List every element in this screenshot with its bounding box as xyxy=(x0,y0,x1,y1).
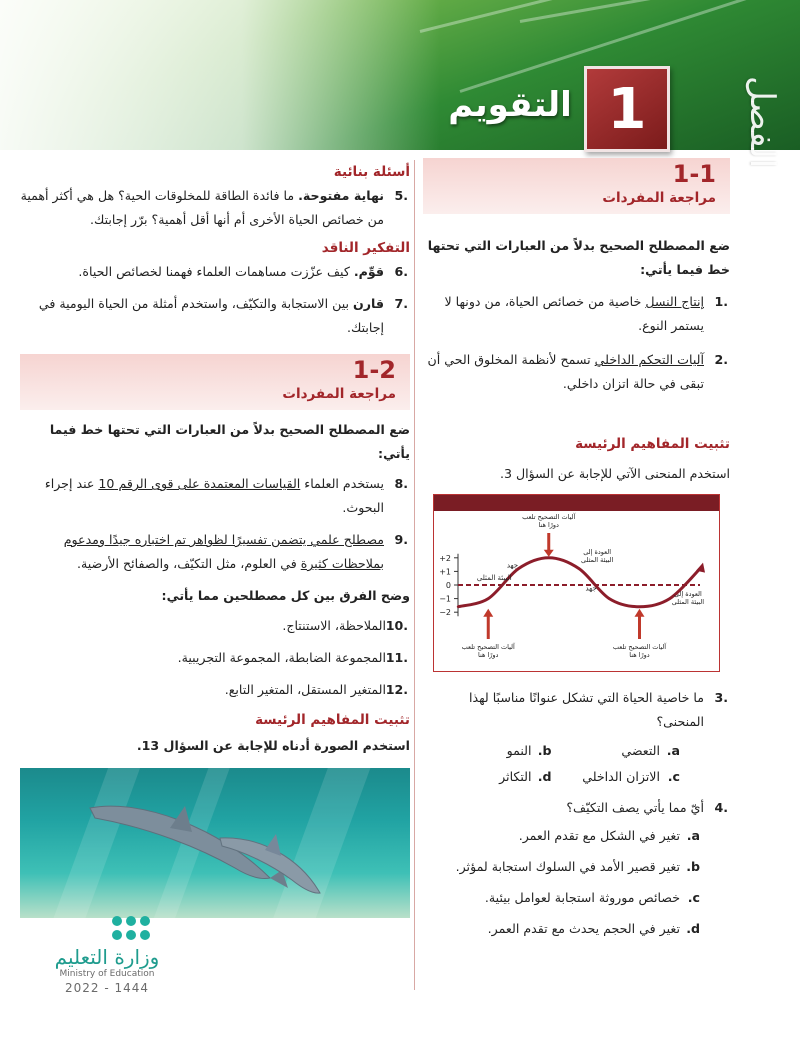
question-number: 7. xyxy=(394,296,408,311)
annotation-return-right: العودة إلى xyxy=(583,547,612,556)
question-text-post: عند إجراء البحوث. xyxy=(44,476,384,515)
question-label: قوِّم. xyxy=(353,264,384,279)
y-tick-label: −1 xyxy=(439,594,451,604)
question-5 xyxy=(20,184,410,232)
option-text: الاتزان الداخلي xyxy=(582,769,660,784)
annotation-feedback-top: آليات التصحيح تلعب xyxy=(522,513,576,521)
question-text: بين الاستجابة والتكيّف، واستخدم أمثلة من الحياة اليومية في إجابتك. xyxy=(38,296,384,335)
chapter-title: التقويم xyxy=(448,85,572,125)
option-a[interactable] xyxy=(423,820,730,851)
arrow-up-icon xyxy=(483,609,493,617)
section-header-1-1 xyxy=(423,158,730,214)
question-4 xyxy=(423,796,730,820)
annotation-ideal-left: البيئة المثلى xyxy=(476,574,512,583)
question-number: 9. xyxy=(394,532,408,547)
dolphins-illustration xyxy=(20,768,410,918)
section-number: 1-2 xyxy=(352,356,396,384)
question-label: قارن xyxy=(353,296,384,311)
question-8 xyxy=(20,472,410,520)
option-letter: a. xyxy=(686,828,700,843)
data-point xyxy=(699,567,701,569)
question-text: المتغير المستقل، المتغير التابع. xyxy=(224,682,386,697)
ministry-logo xyxy=(52,916,162,1046)
option-letter: a. xyxy=(666,743,680,758)
data-point xyxy=(548,557,550,559)
annotation-feedback-bottom-right: دورًا هنا xyxy=(629,651,650,659)
chart-plot xyxy=(434,511,721,671)
option-d[interactable] xyxy=(423,764,552,790)
difference-instruction: وضح الفرق بين كل مصطلحين مما يأتي: xyxy=(161,588,410,603)
question-number: 1. xyxy=(714,294,728,309)
annotation-return-far: البيئة المثلى xyxy=(671,597,705,606)
question-7 xyxy=(20,292,410,340)
logo-dots-icon xyxy=(112,916,162,940)
option-letter: b. xyxy=(537,743,552,758)
question-11 xyxy=(20,646,410,670)
option-text: التعضي xyxy=(621,743,660,758)
question-number: 11. xyxy=(385,650,408,665)
question-3-options xyxy=(423,738,730,790)
right-column xyxy=(423,158,730,944)
key-concepts-heading: تثبيت المفاهيم الرئيسة xyxy=(255,712,410,728)
option-text: تغير في الشكل مع تقدم العمر. xyxy=(518,828,680,843)
option-letter: b. xyxy=(686,859,700,874)
underlined-term: إنتاج النسل xyxy=(645,294,704,309)
instruction: ضع المصطلح الصحيح بدلاً من العبارات التي تحتها خط فيما يأتي: xyxy=(427,238,730,277)
option-text: التكاثر xyxy=(499,769,532,784)
column-divider xyxy=(414,160,415,990)
question-text: ما فائدة الطاقة للمخلوقات الحية؟ هل هي أكثر أهمية من خصائص الحياة الأخرى أم أنها أقل أهمية؟ برّر إجابتك. xyxy=(20,188,384,227)
question-number: 5. xyxy=(394,188,408,203)
annotation-return-right: البيئة المثلى xyxy=(581,555,614,564)
homeostasis-chart xyxy=(433,494,720,672)
annotation-feedback-bottom-left: آليات التصحيح تلعب xyxy=(461,643,515,651)
question-6 xyxy=(20,260,410,284)
annotation-return-far: العودة إلى xyxy=(673,589,702,598)
option-b[interactable] xyxy=(423,738,552,764)
question-text: كيف عزّزت مساهمات العلماء فهمنا لخصائص الحياة. xyxy=(78,264,354,279)
question-text: ما خاصية الحياة التي تشكل عنوانًا مناسبًا لهذا المنحنى؟ xyxy=(468,690,704,729)
option-letter: d. xyxy=(686,921,700,936)
homeostasis-curve xyxy=(458,555,700,607)
y-tick-label: 0 xyxy=(445,581,451,590)
photo-intro: استخدم الصورة أدناه للإجابة عن السؤال 13. xyxy=(136,738,410,753)
key-concepts-heading: تثبيت المفاهيم الرئيسة xyxy=(575,436,730,452)
critical-thinking-heading: التفكير الناقد xyxy=(321,240,410,256)
chapter-number-badge xyxy=(584,66,670,152)
annotation-effort-mid: جهد xyxy=(585,584,597,593)
annotation-feedback-bottom-left: دورًا هنا xyxy=(478,651,499,659)
data-point xyxy=(457,606,459,608)
question-number: 10. xyxy=(385,618,408,633)
data-point xyxy=(638,606,640,608)
question-number: 3. xyxy=(714,690,728,705)
section-number: 1-1 xyxy=(672,160,716,188)
question-text: خاصية من خصائص الحياة، من دونها لا يستمر النوع. xyxy=(444,294,704,333)
dolphins-photo xyxy=(20,768,410,918)
question-4-options xyxy=(423,820,730,944)
question-9 xyxy=(20,528,410,576)
y-tick-label: +1 xyxy=(439,567,451,577)
ministry-year: 2022 - 1444 xyxy=(64,981,150,995)
y-tick-label: +2 xyxy=(439,553,451,563)
chapter-word: الفصل xyxy=(742,75,782,169)
option-letter: d. xyxy=(537,769,552,784)
instruction: ضع المصطلح الصحيح بدلاً من العبارات التي تحتها خط فيما يأتي: xyxy=(49,422,410,461)
question-2 xyxy=(423,348,730,396)
y-tick-label: −2 xyxy=(439,608,451,618)
question-12 xyxy=(20,678,410,702)
arrow-down-icon xyxy=(544,550,554,557)
question-number: 6. xyxy=(394,264,408,279)
option-letter: c. xyxy=(687,890,700,905)
question-text: تسمح لأنظمة المخلوق الحي أن تبقى في حالة اتزان داخلي. xyxy=(427,352,704,391)
question-1 xyxy=(423,290,730,338)
option-text: النمو xyxy=(506,743,532,758)
question-text: المجموعة الضابطة، المجموعة التجريبية. xyxy=(177,650,386,665)
ministry-english: Ministry of Education xyxy=(59,969,155,979)
chapter-number: 1 xyxy=(607,76,647,142)
data-point xyxy=(608,597,610,599)
question-label: نهاية مفتوحة. xyxy=(298,188,384,203)
option-c[interactable] xyxy=(423,882,730,913)
underlined-term: آليات التحكم الداخلي xyxy=(594,352,704,367)
underlined-term: مصطلح علمي يتضمن تفسيرًا لظواهر تم اختباره جيدًا ومدعوم بملاحظات كثيرة xyxy=(63,532,384,571)
option-text: خصائص موروثة استجابة لعوامل بيئية. xyxy=(484,890,680,905)
constructive-heading: أسئلة بنائية xyxy=(333,164,410,180)
annotation-feedback-top: دورًا هنا xyxy=(538,521,559,529)
question-number: 12. xyxy=(385,682,408,697)
left-column xyxy=(20,158,410,918)
data-point xyxy=(487,597,489,599)
chapter-banner xyxy=(0,0,800,150)
chart-header-bar xyxy=(434,495,719,511)
question-text-post: في العلوم، مثل التكيّف، والصفائح الأرضية. xyxy=(76,556,301,571)
question-number: 8. xyxy=(394,476,408,491)
option-text: تغير في الحجم يحدث مع تقدم العمر. xyxy=(487,921,680,936)
option-c[interactable] xyxy=(552,764,681,790)
data-point xyxy=(578,567,580,569)
section-subtitle: مراجعة المفردات xyxy=(602,190,716,206)
question-3 xyxy=(423,686,730,734)
question-number: 4. xyxy=(714,800,728,815)
question-text-pre: يستخدم العلماء xyxy=(300,476,384,491)
arrow-up-icon xyxy=(635,609,645,617)
chart-intro: استخدم المنحنى الآتي للإجابة عن السؤال 3. xyxy=(499,466,730,481)
underlined-term: القياسات المعتمدة على قوى الرقم 10 xyxy=(98,476,301,491)
annotation-effort-left: جهد xyxy=(506,561,519,570)
annotation-feedback-bottom-right: آليات التصحيح تلعب xyxy=(612,643,667,651)
section-subtitle: مراجعة المفردات xyxy=(282,386,396,402)
data-point xyxy=(669,597,671,599)
ministry-arabic: وزارة التعليم xyxy=(54,945,160,969)
question-10 xyxy=(20,614,410,638)
option-d[interactable] xyxy=(423,913,730,944)
question-text: أيّ مما يأتي يصف التكيّف؟ xyxy=(566,800,704,815)
option-b[interactable] xyxy=(423,851,730,882)
section-header-1-2 xyxy=(20,354,410,410)
question-number: 2. xyxy=(714,352,728,367)
question-text: الملاحظة، الاستنتاج. xyxy=(282,618,386,633)
option-text: تغير قصير الأمد في السلوك استجابة لمؤثر. xyxy=(455,859,680,874)
option-a[interactable] xyxy=(552,738,681,764)
option-letter: c. xyxy=(667,769,680,784)
